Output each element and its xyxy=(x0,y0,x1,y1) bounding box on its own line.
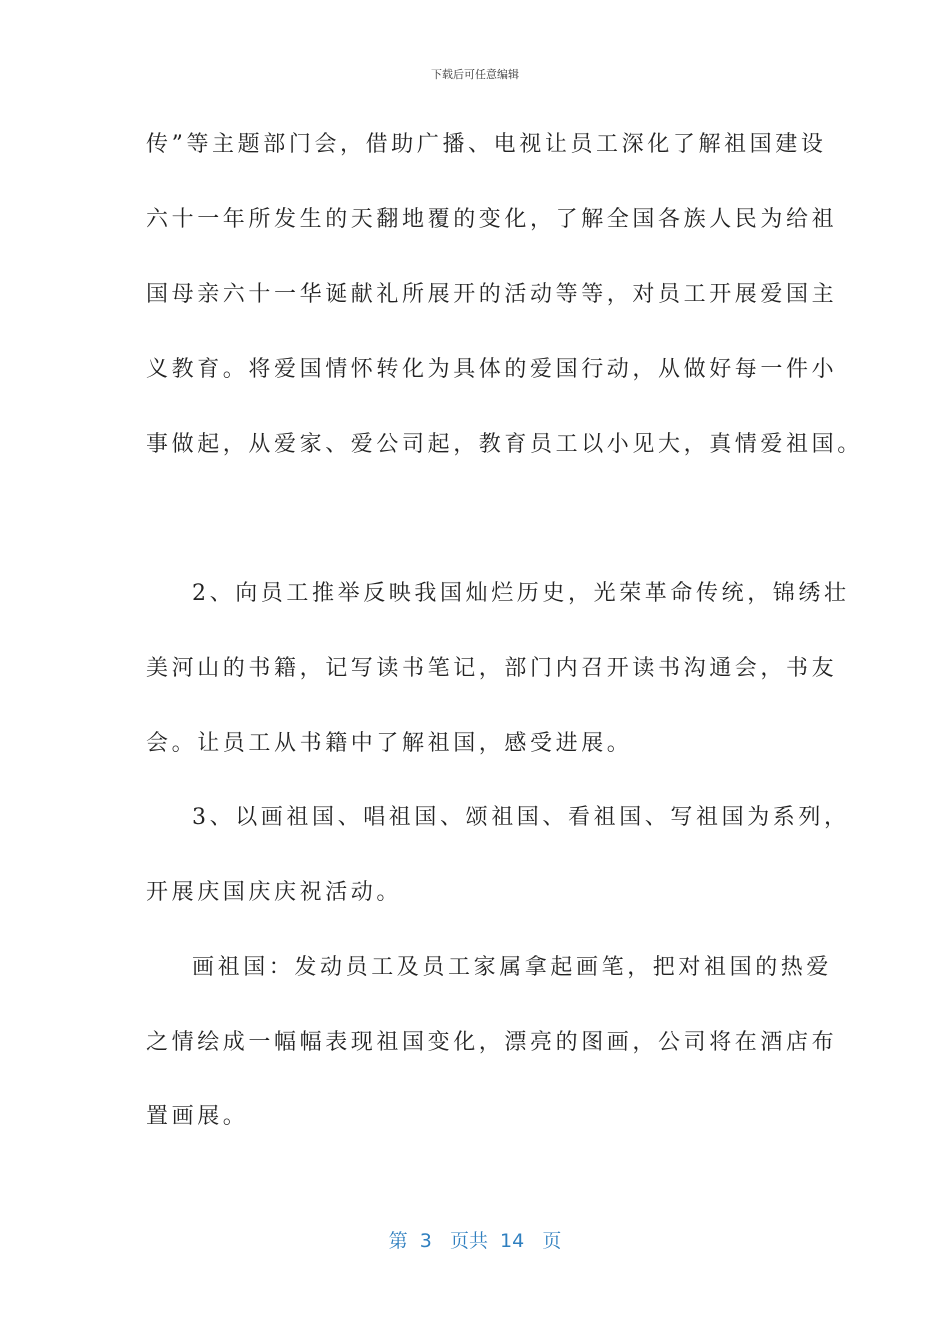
text-line: 义教育。将爱国情怀转化为具体的爱国行动，从做好每一件小 xyxy=(146,357,838,382)
text-line: 传”等主题部门会，借助广播、电视让员工深化了解祖国建设 xyxy=(146,132,827,157)
page-number-footer: 第 3 页共 14 页 xyxy=(388,1230,562,1252)
text-line: 画祖国：发动员工及员工家属拿起画笔，把对祖国的热爱 xyxy=(192,955,833,980)
text-line: 置画展。 xyxy=(146,1104,249,1129)
text-line: 美河山的书籍，记写读书笔记，部门内召开读书沟通会，书友 xyxy=(146,656,838,681)
page-header: 下载后可任意编辑 xyxy=(431,68,519,81)
text-line: 六十一年所发生的天翻地覆的变化，了解全国各族人民为给祖 xyxy=(146,207,838,232)
text-line: 会。让员工从书籍中了解祖国，感受进展。 xyxy=(146,731,633,756)
text-line: 事做起，从爱家、爱公司起，教育员工以小见大，真情爱祖国。 xyxy=(146,432,863,457)
text-line: 之情绘成一幅幅表现祖国变化，漂亮的图画，公司将在酒店布 xyxy=(146,1030,838,1055)
text-line: 3、以画祖国、唱祖国、颂祖国、看祖国、写祖国为系列， xyxy=(192,805,850,830)
text-line: 国母亲六十一华诞献礼所展开的活动等等，对员工开展爱国主 xyxy=(146,282,838,307)
text-line: 开展庆国庆庆祝活动。 xyxy=(146,880,403,905)
text-line: 2、向员工推举反映我国灿烂历史，光荣革命传统，锦绣壮 xyxy=(192,581,850,606)
